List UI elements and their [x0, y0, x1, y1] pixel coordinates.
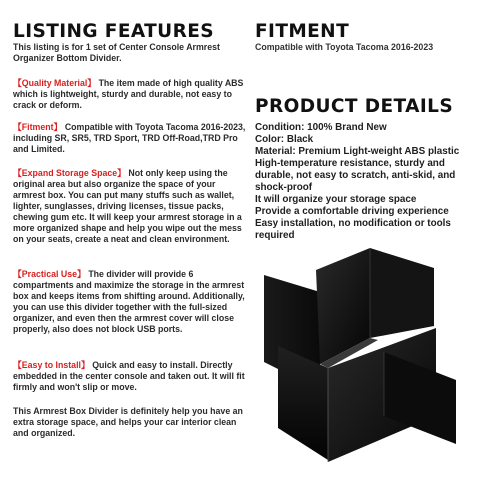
armrest-divider-icon: [258, 240, 468, 470]
quality-material-text: The item made of high quality ABS which is lightweight, sturdy and durable, not easy to crack or deform.: [13, 78, 244, 110]
easy-install-paragraph: [13, 360, 249, 393]
listing-features-heading: LISTING FEATURES: [13, 21, 215, 42]
detail-comfort: Provide a comfortable driving experience: [255, 206, 449, 217]
practical-use-text: The divider will provide 6 compartments and maximize the storage in the armrest box and keeps items from shifting around. Additionally, you can use this divider together with the full-sized organizer, and even then the armrest cover will close properly, also does not block USB ports.: [13, 269, 245, 334]
fitment-tag: 【Fitment】: [13, 122, 63, 132]
listing-features-column: [13, 21, 249, 438]
easy-install-text: Quick and easy to install. Directly embedded in the center console and taken out. It will fit firmly and won't slip or move.: [13, 360, 245, 392]
product-details-heading: PRODUCT DETAILS: [255, 96, 454, 117]
detail-organize: It will organize your storage space: [255, 194, 417, 205]
product-details-list: [255, 122, 475, 242]
detail-color: Color: Black: [255, 134, 314, 145]
fitment-summary: Compatible with Toyota Tacoma 2016-2023: [255, 42, 434, 52]
expand-storage-paragraph: [13, 168, 249, 245]
expand-storage-text: Not only keep using the original area but also organize the space of your armrest box. You can put many stuffs such as wallet, lighter, sunglasses, driving licenses, tissue packs, chewing gum etc. It will keep your armrest storage in a more organized shape and help you wipe out the mess on your seats, create a neat and clean environment.: [13, 168, 242, 244]
expand-storage-tag: 【Expand Storage Space】: [13, 168, 126, 178]
practical-use-paragraph: [13, 269, 249, 335]
detail-resistance: High-temperature resistance, sturdy and durable, not easy to scratch, anti-skid, and shock-proof: [255, 158, 456, 193]
quality-material-tag: 【Quality Material】: [13, 78, 97, 88]
practical-use-tag: 【Practical Use】: [13, 269, 86, 279]
easy-install-tag: 【Easy to Install】: [13, 360, 90, 370]
fitment-paragraph: [13, 122, 249, 155]
fitment-heading: FITMENT: [255, 21, 350, 42]
detail-material: Material: Premium Light-weight ABS plastic: [255, 146, 460, 157]
detail-condition: Condition: 100% Brand New: [255, 122, 387, 133]
quality-material-paragraph: [13, 78, 249, 111]
fitment-text: Compatible with Toyota Tacoma 2016-2023, including SR, SR5, TRD Sport, TRD Off-Road,TRD Pro and Limited.: [13, 122, 246, 154]
listing-intro: This listing is for 1 set of Center Console Armrest Organizer Bottom Divider.: [13, 42, 220, 63]
divider-panel-back-right: [370, 248, 434, 338]
closing-paragraph: This Armrest Box Divider is definitely help you have an extra storage space, and helps your car interior clean and organized.: [13, 406, 243, 438]
details-column: [255, 21, 473, 241]
detail-install: Easy installation, no modification or tools required: [255, 218, 451, 241]
